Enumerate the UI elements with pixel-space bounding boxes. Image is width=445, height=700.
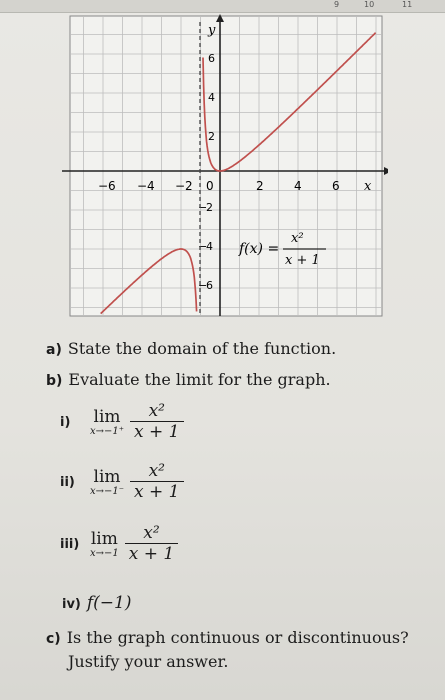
y-tick-label: 6: [206, 279, 213, 292]
function-label-denominator: x + 1: [285, 253, 320, 268]
x-tick-label: −6: [98, 179, 116, 193]
question-b: b) Evaluate the limit for the graph.: [46, 370, 331, 389]
y-tick-label: 2: [208, 130, 215, 143]
x-tick-label: −2: [175, 179, 193, 193]
limit-item: iii) lim x→−1 $\frac{\text{x²}}{x + 1}$: [60, 524, 178, 564]
x-tick-label: 2: [256, 179, 264, 193]
x-tick-label: 0: [206, 179, 214, 193]
page-number: 11: [402, 0, 413, 9]
y-axis-label: y: [208, 23, 216, 38]
minus-sign: −: [198, 240, 208, 253]
question-iv: iv) f(−1): [62, 593, 132, 613]
x-tick-label: −4: [137, 179, 155, 193]
function-label-numerator: x²: [291, 231, 304, 246]
limit-item: ii) lim x→−1⁻ $\frac{\text{x²}}{x + 1}$: [60, 462, 184, 502]
graph-paper: [70, 16, 382, 316]
page-number: 10: [364, 0, 375, 9]
y-tick-label: 4: [206, 240, 213, 253]
y-tick-label: 6: [208, 52, 215, 65]
minus-sign: −: [198, 279, 208, 292]
x-tick-label: 6: [332, 179, 340, 193]
limit-item: i) lim x→−1⁺ $\frac{\text{x²}}{x + 1}$: [60, 402, 184, 442]
minus-sign: −: [198, 201, 208, 214]
x-axis-arrow: [384, 167, 388, 175]
y-tick-label: 4: [208, 91, 215, 104]
question-c-line2: Justify your answer.: [68, 652, 229, 671]
x-axis-label: x: [364, 179, 372, 194]
function-graph: [58, 12, 388, 322]
question-c: c) Is the graph continuous or discontinuous?: [46, 628, 409, 647]
question-a: a) State the domain of the function.: [46, 339, 337, 358]
page-number: 9: [334, 0, 340, 9]
y-tick-label: 2: [206, 201, 213, 214]
x-tick-label: 4: [294, 179, 302, 193]
function-label-lhs: f(x) =: [239, 241, 280, 257]
